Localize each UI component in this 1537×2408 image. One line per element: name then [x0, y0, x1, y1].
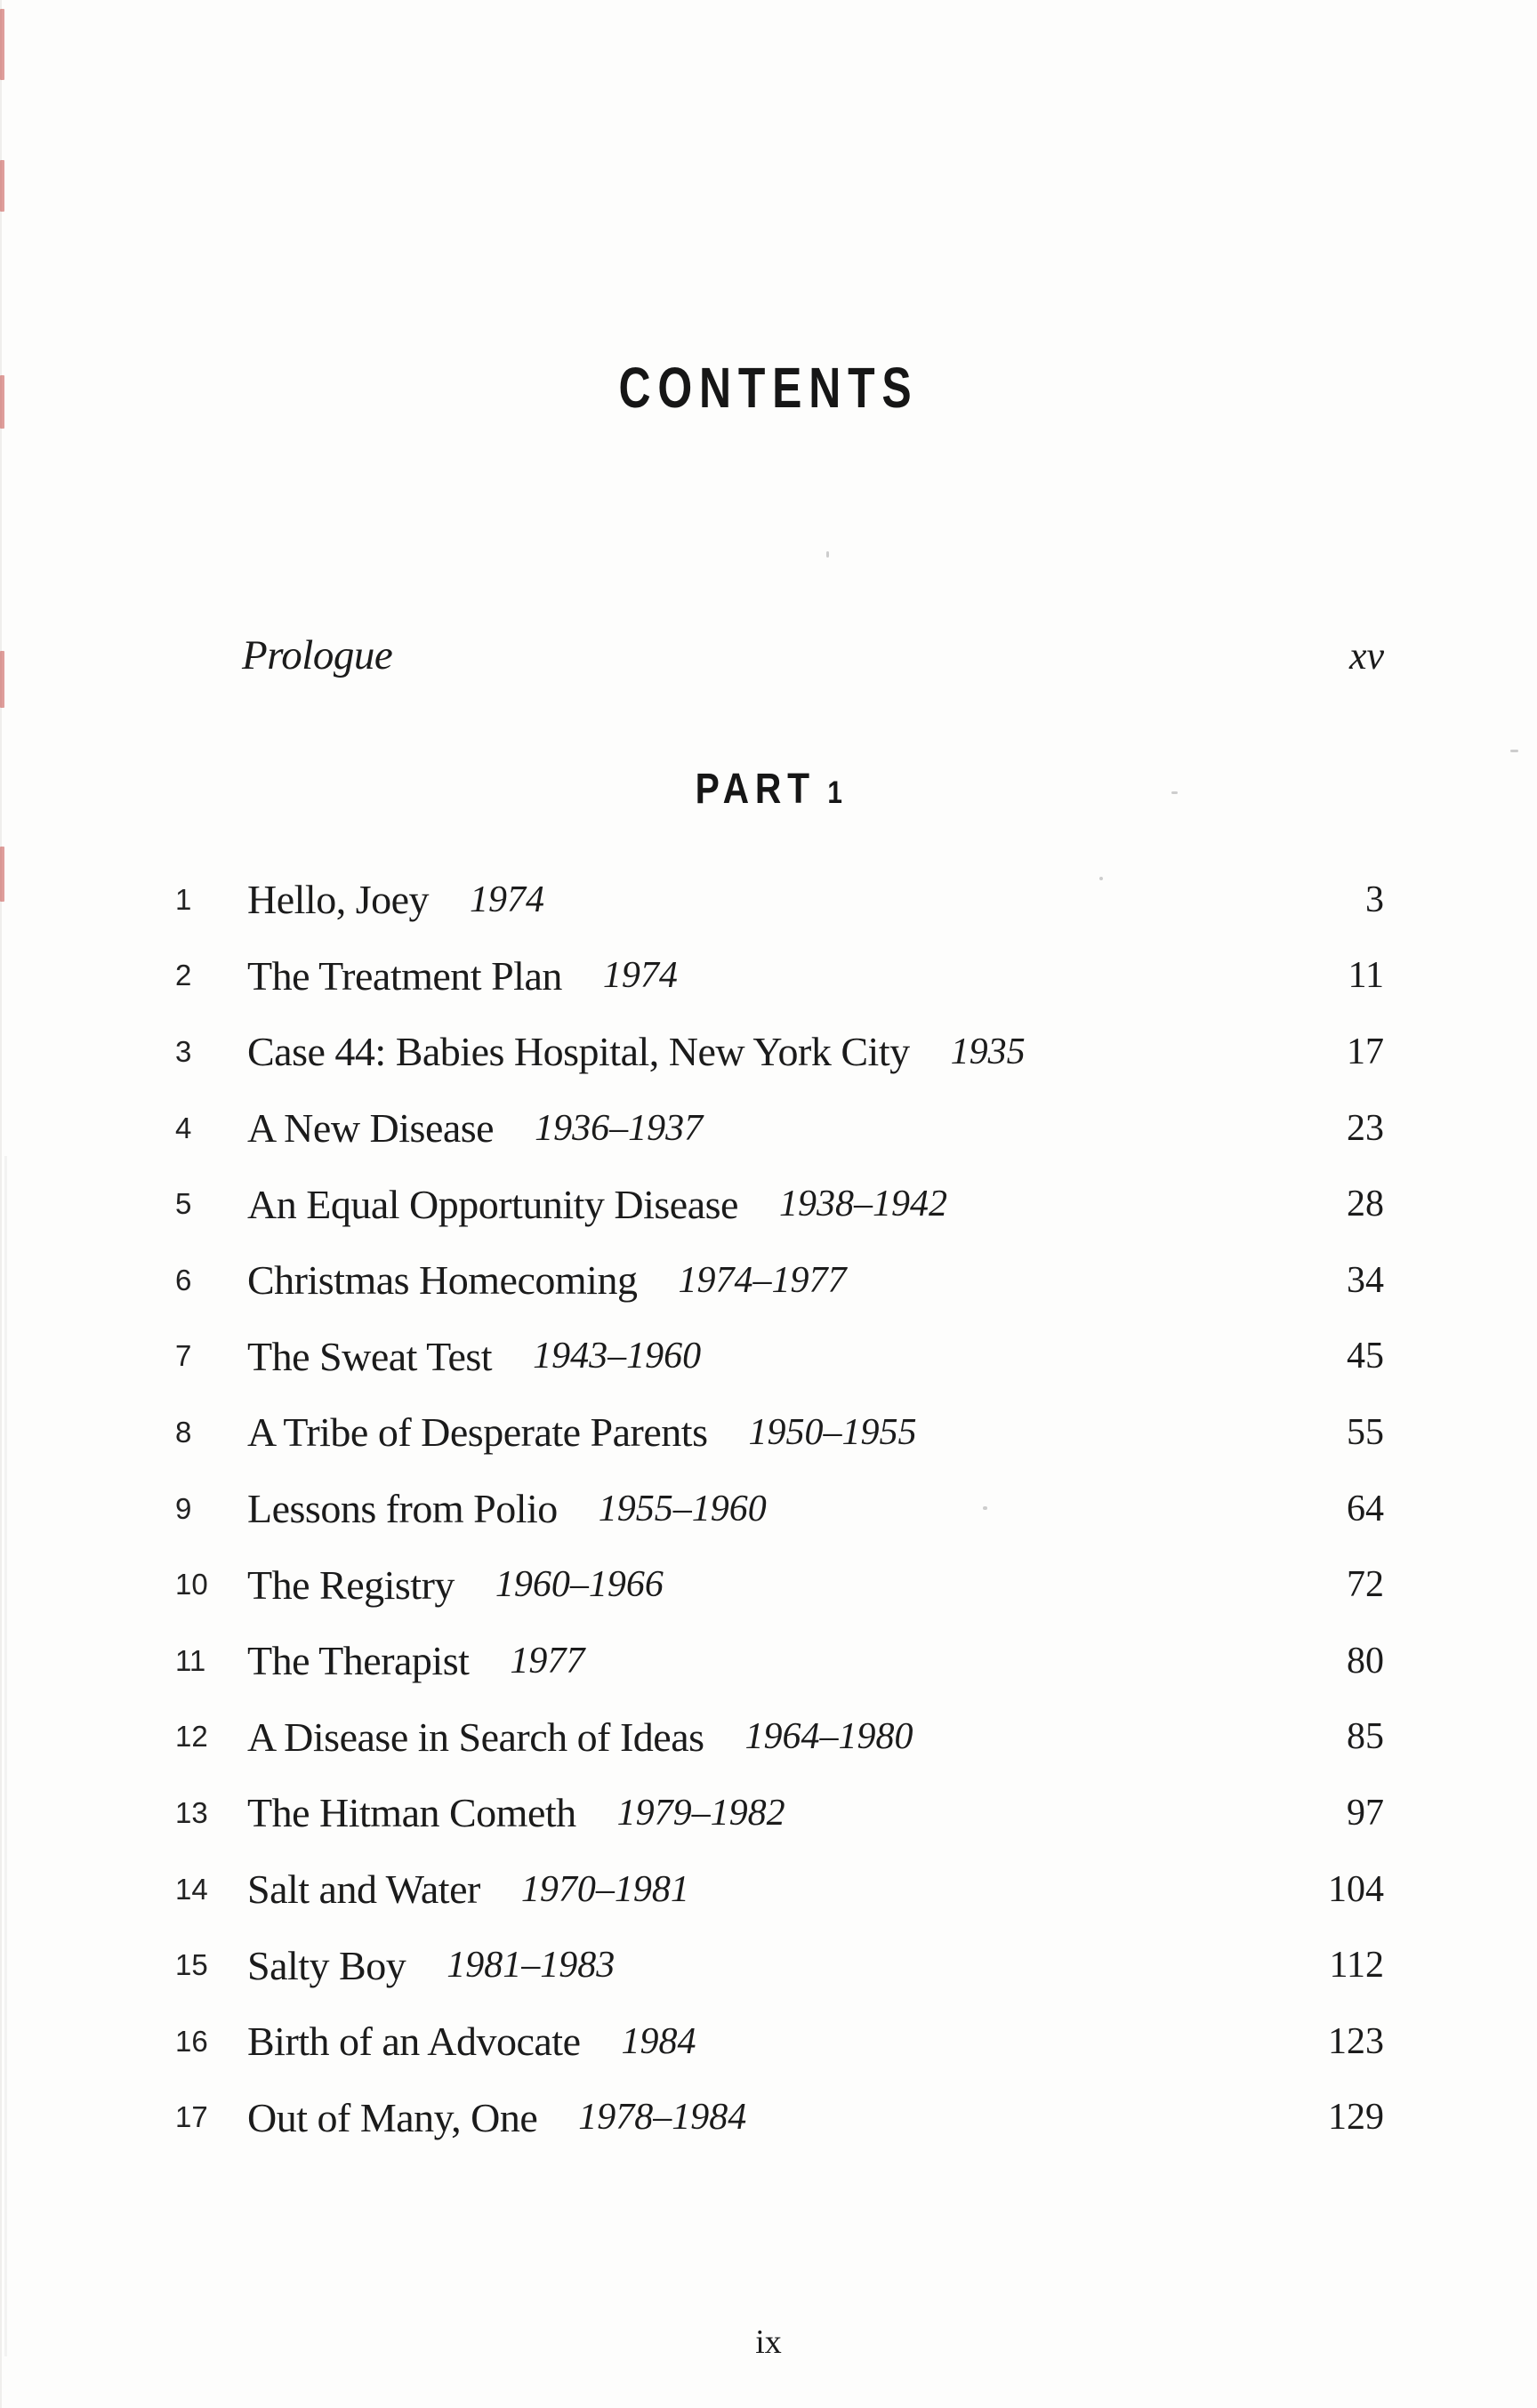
chapter-years: 1960–1966	[495, 1564, 664, 1606]
prologue-row	[242, 628, 1384, 683]
chapter-years: 1981–1983	[447, 1945, 616, 1987]
chapter-title: Salty Boy	[247, 1942, 406, 1988]
table-row	[175, 2003, 1384, 2080]
table-row	[175, 1927, 1384, 2003]
table-row	[175, 1471, 1384, 1547]
chapter-number: 10	[175, 1568, 208, 1601]
chapter-title: Out of Many, One	[247, 2094, 538, 2140]
table-row	[175, 1394, 1384, 1471]
table-row	[175, 1546, 1384, 1623]
chapter-title: The Sweat Test	[247, 1333, 493, 1379]
chapter-title: Salt and Water	[247, 1866, 480, 1913]
chapter-number: 14	[175, 1872, 208, 1906]
chapter-page-number: 80	[1347, 1640, 1384, 1682]
chapter-years: 1977	[510, 1640, 585, 1682]
chapter-page-number: 34	[1347, 1259, 1384, 1301]
chapter-number: 13	[175, 1795, 208, 1829]
contents-heading	[0, 356, 1537, 420]
chapter-number: 15	[175, 1948, 208, 1982]
chapter-title: A New Disease	[247, 1105, 495, 1152]
chapter-years: 1970–1981	[520, 1868, 689, 1910]
chapter-page-number: 72	[1347, 1564, 1384, 1606]
table-row	[175, 1623, 1384, 1699]
chapter-title: Hello, Joey	[247, 877, 430, 923]
chapter-page-number: 97	[1347, 1792, 1384, 1834]
chapter-years: 1935	[950, 1031, 1026, 1072]
table-row	[175, 1699, 1384, 1776]
chapter-number: 4	[175, 1111, 192, 1144]
chapter-title: A Tribe of Desperate Parents	[247, 1409, 708, 1456]
table-row	[175, 1166, 1384, 1242]
chapter-years: 1974	[602, 955, 678, 997]
chapter-page-number: 85	[1347, 1716, 1384, 1758]
toc-list	[175, 862, 1384, 2155]
chapter-page-number: 112	[1329, 1945, 1384, 1987]
chapter-years: 1955–1960	[598, 1488, 767, 1529]
chapter-number: 5	[175, 1187, 192, 1221]
chapter-title: Christmas Homecoming	[247, 1257, 638, 1304]
part-number: 1	[827, 775, 842, 810]
red-edge-mark	[0, 651, 4, 708]
chapter-years: 1979–1982	[616, 1792, 785, 1834]
chapter-years: 1943–1960	[533, 1336, 702, 1377]
chapter-number: 1	[175, 882, 192, 916]
red-edge-mark	[0, 847, 4, 902]
chapter-page-number: 64	[1347, 1488, 1384, 1529]
contents-heading-text: CONTENTS	[618, 356, 919, 420]
table-row	[175, 1014, 1384, 1090]
chapter-title: The Registry	[247, 1561, 455, 1608]
table-row	[175, 862, 1384, 938]
chapter-years: 1964–1980	[744, 1716, 913, 1758]
chapter-page-number: 129	[1328, 2097, 1384, 2139]
chapter-title: Lessons from Polio	[247, 1486, 558, 1532]
chapter-title: A Disease in Search of Ideas	[247, 1714, 704, 1760]
table-row	[175, 1242, 1384, 1319]
chapter-page-number: 104	[1328, 1868, 1384, 1910]
chapter-title: Birth of an Advocate	[247, 2019, 581, 2065]
prologue-label: Prologue	[242, 632, 393, 678]
table-row	[175, 1090, 1384, 1167]
part-heading	[0, 768, 1537, 811]
chapter-years: 1936–1937	[535, 1107, 704, 1149]
chapter-years: 1974–1977	[678, 1259, 847, 1301]
chapter-number: 2	[175, 959, 192, 992]
chapter-number: 17	[175, 2100, 208, 2134]
chapter-number: 16	[175, 2024, 208, 2058]
chapter-number: 3	[175, 1034, 192, 1068]
table-row	[175, 938, 1384, 1015]
chapter-title: The Hitman Cometh	[247, 1790, 576, 1836]
table-row	[175, 1775, 1384, 1851]
chapter-page-number: 17	[1347, 1031, 1384, 1072]
chapter-years: 1950–1955	[748, 1411, 917, 1453]
red-edge-mark	[0, 9, 4, 80]
chapter-number: 9	[175, 1491, 192, 1525]
chapter-number: 11	[175, 1643, 206, 1677]
chapter-page-number: 28	[1347, 1184, 1384, 1225]
part-heading-text	[695, 768, 841, 811]
chapter-title: Case 44: Babies Hospital, New York City	[247, 1029, 910, 1075]
chapter-number: 6	[175, 1263, 192, 1296]
chapter-page-number: 11	[1348, 955, 1384, 997]
chapter-years: 1974	[470, 879, 545, 920]
chapter-page-number: 23	[1347, 1107, 1384, 1149]
chapter-years: 1978–1984	[578, 2097, 747, 2139]
page-edge-smudge	[4, 1156, 7, 2356]
scan-speck	[1510, 750, 1518, 752]
folio-page-number: ix	[755, 2324, 782, 2361]
chapter-page-number: 55	[1347, 1411, 1384, 1453]
table-row	[175, 2080, 1384, 2156]
chapter-title: The Therapist	[247, 1638, 470, 1684]
chapter-page-number: 45	[1347, 1336, 1384, 1377]
chapter-number: 7	[175, 1339, 192, 1373]
part-label: PART	[695, 766, 816, 813]
chapter-number: 12	[175, 1720, 208, 1754]
chapter-title: An Equal Opportunity Disease	[247, 1181, 738, 1227]
chapter-years: 1938–1942	[778, 1184, 947, 1225]
chapter-number: 8	[175, 1415, 192, 1449]
chapter-page-number: 123	[1328, 2020, 1384, 2062]
table-row	[175, 1851, 1384, 1928]
chapter-years: 1984	[621, 2020, 696, 2062]
prologue-page-number: xv	[1348, 633, 1384, 678]
chapter-page-number: 3	[1365, 879, 1384, 920]
chapter-title: The Treatment Plan	[247, 952, 562, 999]
table-row	[175, 1319, 1384, 1395]
red-edge-mark	[0, 160, 4, 212]
scan-speck	[826, 551, 829, 558]
